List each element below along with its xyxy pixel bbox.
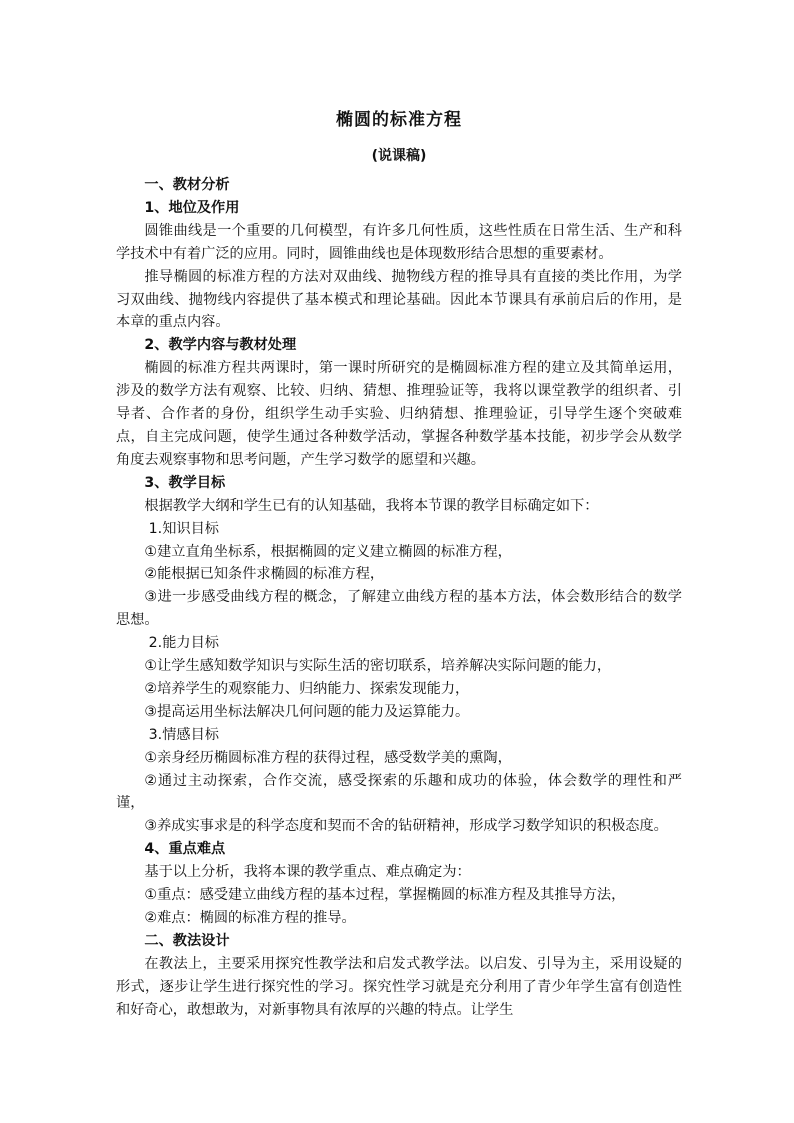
objective-heading: 2.能力目标 bbox=[148, 635, 219, 652]
document-body bbox=[116, 174, 682, 1022]
section-heading: 二、教法设计 bbox=[144, 932, 230, 949]
section-heading: 一、教材分析 bbox=[144, 177, 230, 193]
paragraph: ③养成实事求是的科学态度和契而不舍的钻研精神，形成学习数学知识的积极态度。 bbox=[144, 818, 668, 835]
document-subtitle: (说课稿) bbox=[371, 148, 427, 164]
objective-heading: 3.情感目标 bbox=[148, 726, 219, 743]
document-content bbox=[116, 108, 682, 1022]
paragraph: ①重点：感受建立曲线方程的基本过程，掌握椭圆的标准方程及其推导方法， bbox=[144, 887, 626, 904]
paragraph: 推导椭圆的标准方程的方法对双曲线、抛物线方程的推导具有直接的类比作用，为学习双曲线、抛物线内容提供了基本模式和理论基础。因此本节课具有承前启后的作用，是本章的重点内容。 bbox=[116, 268, 682, 331]
paragraph: ②通过主动探索，合作交流，感受探索的乐趣和成功的体验，体会数学的理性和严谨， bbox=[116, 772, 682, 812]
subsection-heading: 1、地位及作用 bbox=[144, 199, 240, 216]
subsection-heading: 2、教学内容与教材处理 bbox=[144, 337, 297, 354]
document-title: 椭圆的标准方程 bbox=[336, 110, 462, 130]
paragraph: ②培养学生的观察能力、归纳能力、探索发现能力， bbox=[144, 680, 470, 697]
paragraph: ①建立直角坐标系，根据椭圆的定义建立椭圆的标准方程， bbox=[144, 543, 512, 560]
subsection-heading: 4、重点难点 bbox=[144, 841, 226, 858]
paragraph: 在教法上，主要采用探究性教学法和启发式教学法。以启发、引导为主，采用设疑的形式，逐步让学生进行探究性的学习。探究性学习就是充分利用了青少年学生富有创造性和好奇心，敢想敢为，对新事物具有浓厚的兴趣的特点。让学生 bbox=[116, 955, 682, 1018]
paragraph: 基于以上分析，我将本课的教学重点、难点确定为： bbox=[144, 864, 471, 881]
objective-heading: 1.知识目标 bbox=[148, 520, 219, 537]
paragraph: 圆锥曲线是一个重要的几何模型，有许多几何性质，这些性质在日常生活、生产和科学技术中有着广泛的应用。同时，圆锥曲线也是体现数形结合思想的重要素材。 bbox=[116, 222, 682, 262]
paragraph: ②能根据已知条件求椭圆的标准方程， bbox=[144, 566, 385, 583]
paragraph: ②难点：椭圆的标准方程的推导。 bbox=[144, 910, 356, 926]
paragraph: ①亲身经历椭圆标准方程的获得过程，感受数学美的熏陶， bbox=[144, 749, 512, 766]
subsection-heading: 3、教学目标 bbox=[144, 474, 226, 491]
paragraph: 椭圆的标准方程共两课时，第一课时所研究的是椭圆标准方程的建立及其简单运用，涉及的数学方法有观察、比较、归纳、猜想、推理验证等，我将以课堂教学的组织者、引导者、合作者的身份，组织学生动手实验、归纳猜想、推理验证，引导学生逐个突破难点，自主完成问题，使学生通过各种数学活动，掌握各种数学基本技能，初步学会从数学角度去观察事物和思考问题，产生学习数学的愿望和兴趣。 bbox=[116, 360, 682, 468]
paragraph: 根据教学大纲和学生已有的认知基础，我将本节课的教学目标确定如下： bbox=[144, 497, 599, 514]
paragraph: ①让学生感知数学知识与实际生活的密切联系，培养解决实际问题的能力， bbox=[144, 658, 612, 675]
paragraph: ③进一步感受曲线方程的概念，了解建立曲线方程的基本方法，体会数形结合的数学思想。 bbox=[116, 589, 682, 629]
paragraph: ③提高运用坐标法解决几何问题的能力及运算能力。 bbox=[144, 703, 470, 720]
